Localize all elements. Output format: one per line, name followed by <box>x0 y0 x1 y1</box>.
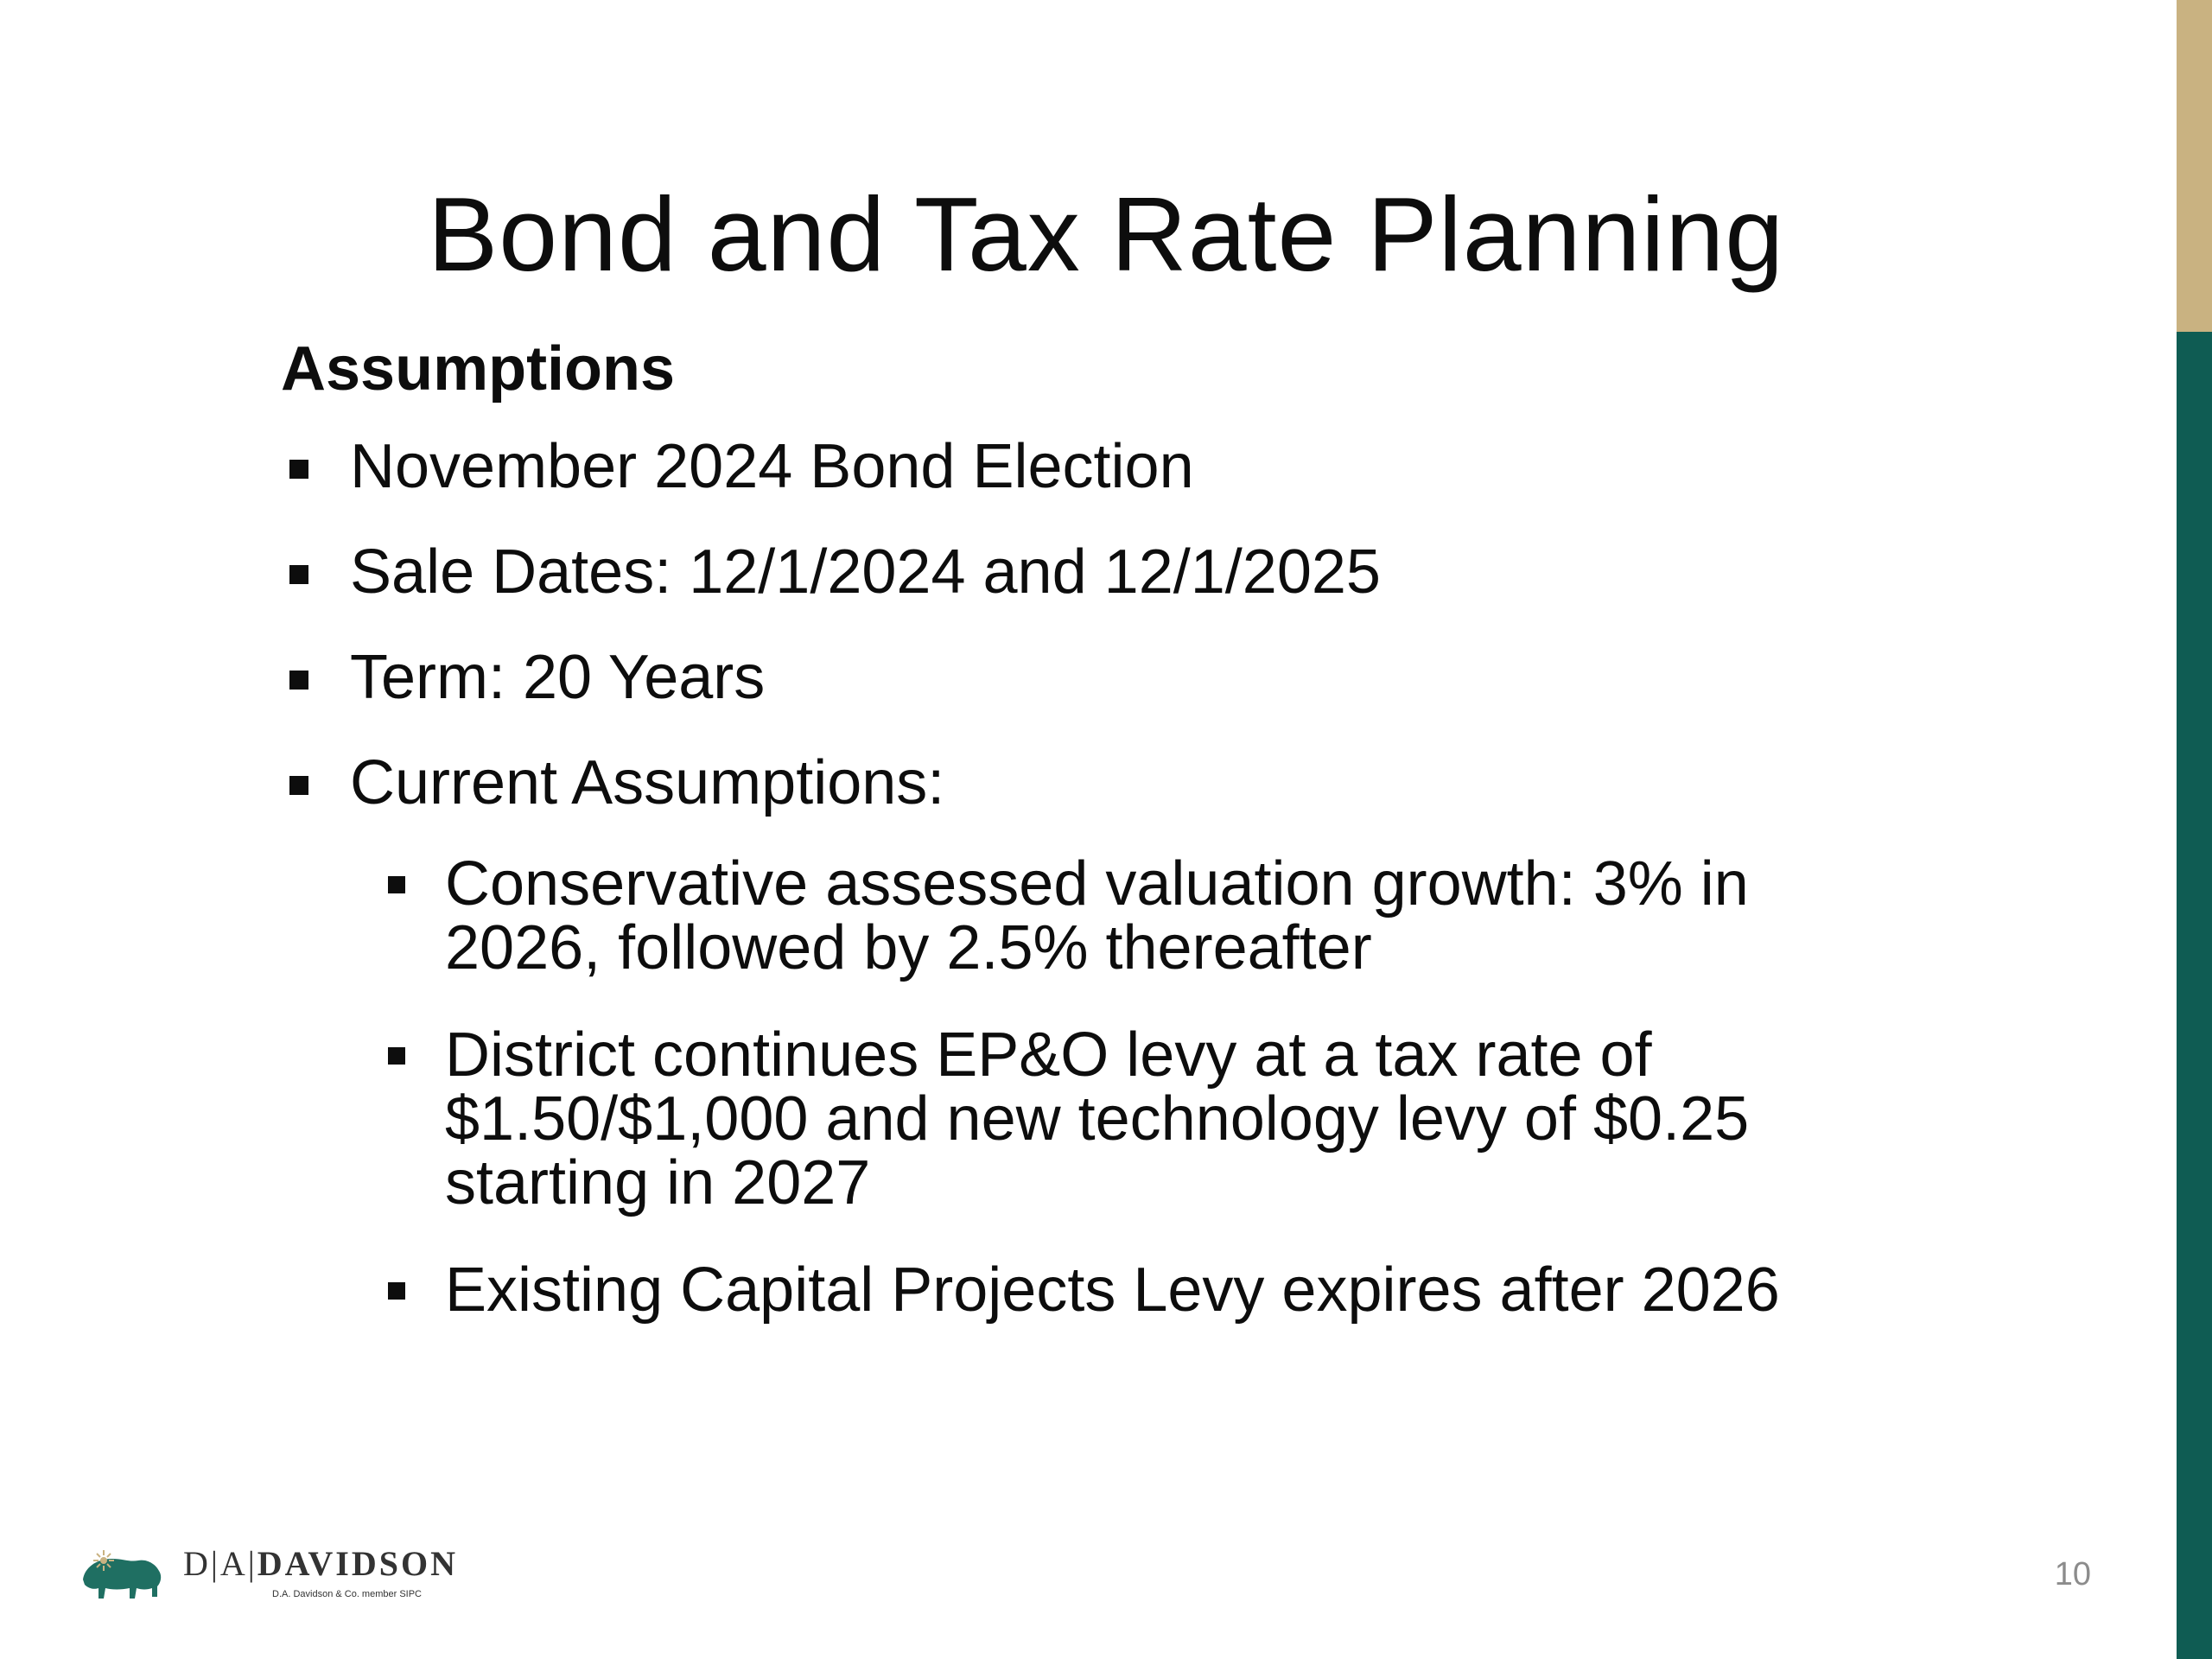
logo-tagline: D.A. Davidson & Co. member SIPC <box>272 1589 423 1599</box>
bison-icon <box>78 1545 168 1607</box>
sub-bullet-square-icon <box>388 1047 405 1065</box>
page-number: 10 <box>2054 1556 2091 1592</box>
sub-list-item <box>376 1020 1914 1217</box>
bullet-square-icon <box>289 460 308 479</box>
bullet-text: November 2024 Bond Election <box>350 432 1194 501</box>
sub-list-item <box>376 1255 1914 1325</box>
sub-bullet-text: Conservative assessed valuation growth: 3% in 2026, followed by 2.5% thereafter <box>445 849 1749 982</box>
davidson-logo <box>78 1538 458 1620</box>
bullet-text: Term: 20 Years <box>350 643 766 712</box>
bullet-square-icon <box>289 776 308 795</box>
bullet-list <box>281 432 2009 1365</box>
accent-bar-green <box>2177 332 2212 1659</box>
sub-list-item <box>376 849 1914 982</box>
list-item <box>281 643 2009 712</box>
logo-wordmark-left: D|A| <box>183 1544 257 1583</box>
sub-bullet-list <box>376 849 2052 1325</box>
sub-bullet-square-icon <box>388 876 405 893</box>
bullet-text: Sale Dates: 12/1/2024 and 12/1/2025 <box>350 537 1381 607</box>
bullet-square-icon <box>289 565 308 584</box>
sub-bullet-square-icon <box>388 1282 405 1300</box>
section-heading: Assumptions <box>281 334 676 404</box>
list-item <box>281 432 2009 501</box>
bullet-text: Current Assumptions: <box>350 748 945 817</box>
logo-wordmark-right: DAVIDSON <box>257 1544 458 1583</box>
sub-bullet-text: Existing Capital Projects Levy expires after 2026 <box>445 1255 1780 1325</box>
slide-title: Bond and Tax Rate Planning <box>427 175 1785 293</box>
list-item <box>281 748 2009 1325</box>
sub-bullet-text: District continues EP&O levy at a tax rate of $1.50/$1,000 and new technology levy of $0.25 starting in 2027 <box>445 1020 1750 1217</box>
bullet-square-icon <box>289 671 308 690</box>
list-item <box>281 537 2009 607</box>
logo-wordmark <box>183 1545 458 1583</box>
